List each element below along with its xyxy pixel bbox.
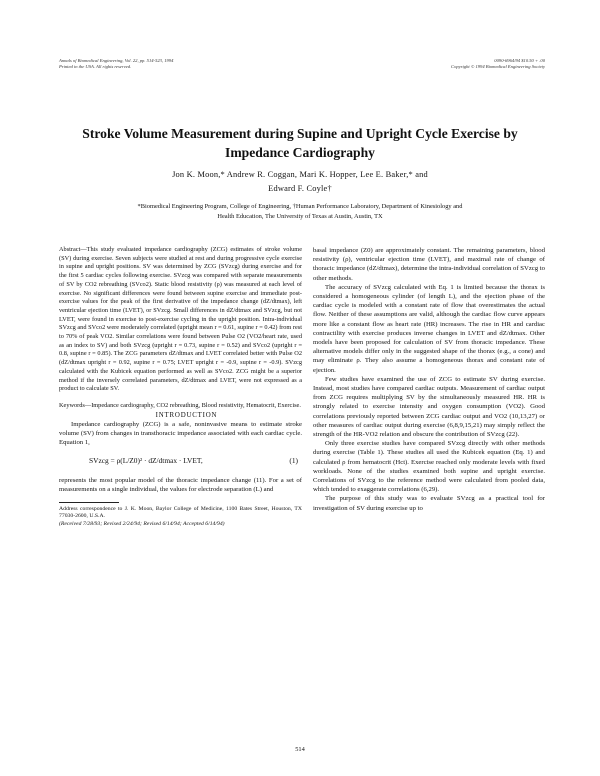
issn-line: 0090-6964/94 $10.50 + .00 xyxy=(494,58,545,63)
copyright-line: Copyright © 1994 Biomedical Engineering Society xyxy=(451,64,545,69)
right-paragraph-3: Few studies have examined the use of ZCG to estimate SV during exercise. Instead, most studies have compared cardiac outputs. Measurement of cardiac output from ZCG requires multiplying SV by the simultaneously measured HR. HR is strongly related to exercise intensity and oxygen consumption (VO2). Good correlations previously reported between ZCG cardiac output and VO2 (10,13,27) or other measures of cardiac output during exercise (6,8,9,15,21) may simply reflect the strength of the HR-VO2 relation and obscure the contribution of SVzcg (22). xyxy=(313,375,545,439)
abstract-text: —This study evaluated impedance cardiography (ZCG) estimates of stroke volume (SV) during exercise. Seven subjects were studied at rest and during progressive cycle exercise in supine and upright positions. SV was determined by ZCG (SVzcg) during exercise and for the first 5 cardiac cycles following exercise. SVzcg was compared with separate measurements of SV by CO2 rebreathing (SVco2). Static blood resistivity (ρ) was measured at each level of exercise. No significant differences were found between supine exercise and immediate post-exercise values for the peak of the first derivative of the impedance change (dZ/dtmax), left ventricular ejection time (LVET), or SVzcg. Small differences in dZ/dtmax and SVzcg, but not LVET, were found in exercise to post-exercise cycling in the upright position. Intra-individual SVzcg and SVco2 were moderately correlated (upright mean r = 0.61, supine r = 0.42) from rest to 70% of peak VO2. Similar correlations were found between Pulse O2 (VO2/heart rate, used as an index to SV) and both SVzcg (upright r = 0.73, supine r = 0.52) and SVco2 (upright r = 0.8, supine r = 0.85). The ZCG parameters dZ/dtmax and LVET correlated better with Pulse O2 (dZ/dtmax upright r = 0.92, supine r = 0.75; LVET upright r = -0.9, supine r = -0.9). SVzcg calculated with the Kubicek equation performed as well as SVco2. ZCG might be a superior method if the inversely correlated parameters, dZ/dtmax and LVET, were not expressed as a product to calculate SV. xyxy=(59,246,302,393)
keywords-text: —Impedance cardiography, CO2 rebreathing, Blood resistivity, Hematocrit, Exercise. xyxy=(84,401,301,409)
introduction-paragraph-1: Impedance cardiography (ZCG) is a safe, noninvasive means to estimate stroke volume (SV) from changes in transthoracic impedance associated with each cardiac cycle. Equation 1, xyxy=(59,420,302,447)
correspondence-footnote: Address correspondence to J. K. Moon, Baylor College of Medicine, 1100 Bates Street, Houston, TX 77030-2600, U.S.A. xyxy=(59,506,302,520)
introduction-paragraph-2: represents the most popular model of the thoracic impedance change (11). For a set of measurements on a single individual, the values for electrode separation (L) and xyxy=(59,476,302,493)
paper-title: Stroke Volume Measurement during Supine and Upright Cycle Exercise by Impedance Cardiography xyxy=(82,126,518,160)
right-paragraph-4: Only three exercise studies have compared SVzcg directly with other methods during exercise (Table 1). These studies all used the Kubicek equation (Eq. 1) and calculated ρ from hematocrit (Hct). Exercise reached only moderate levels with fixed workloads. None of the studies examined both supine and upright exercise. Correlations of SVzcg to the reference method were calculated from pooled data, which tended to exaggerate correlations (6,29). xyxy=(313,440,545,494)
abstract-label: Abstract xyxy=(59,246,81,253)
abstract xyxy=(59,246,302,394)
keywords-label: Keywords xyxy=(59,401,85,409)
left-column xyxy=(59,246,302,528)
right-column xyxy=(313,246,545,513)
equation-number: (1) xyxy=(289,456,298,466)
author-line-1: Jon K. Moon,* Andrew R. Coggan, Mari K. Hopper, Lee E. Baker,* and xyxy=(172,170,428,179)
affiliation-line-1: *Biomedical Engineering Program, College of Engineering, †Human Performance Laboratory, Department of Kinesiology and xyxy=(137,203,463,210)
footnote-divider xyxy=(59,502,119,503)
author-list xyxy=(60,168,540,196)
equation-1 xyxy=(59,456,302,465)
affiliation xyxy=(70,202,530,221)
journal-line-2: Printed in the USA. All rights reserved. xyxy=(59,64,132,69)
keywords xyxy=(59,402,302,411)
right-paragraph-2: The accuracy of SVzcg calculated with Eq. 1 is limited because the thorax is considered a homogeneous cylinder (of length L), and the ejection phase of the cardiac cycle is modeled with a constant rate of flow that overestimates the actual flow. Neither of these assumptions are valid, although the cardiac flow curve appears more like a constant flow as heart rate (HR) increases. The rise in HR and cardiac contractility with exercise produces inverse changes in LVET and dZ/dtmax. Other models have been proposed for calculation of SV from thoracic impedance. These alternative models differ only in the suggested shape of the thorax (e.g., a cone) and may eliminate ρ. They also assume a homogeneous thorax and constant rate of ejection. xyxy=(313,283,545,374)
page-number: 514 xyxy=(295,746,305,753)
received-dates-footnote: (Received 7/28/93; Revised 2/24/94; Revised 6/14/94; Accepted 6/14/94) xyxy=(59,520,225,527)
author-line-2: Edward F. Coyle† xyxy=(268,184,332,193)
right-paragraph-5: The purpose of this study was to evaluate SVzcg as a practical tool for investigation of SV during exercise up to xyxy=(313,495,545,512)
journal-citation xyxy=(59,58,319,70)
equation-body: SVzcg = ρ(L/Z0)² · dZ/dtmax · LVET, xyxy=(89,456,203,466)
introduction-heading: INTRODUCTION xyxy=(155,411,218,419)
affiliation-line-2: Health Education, The University of Texas at Austin, Austin, TX xyxy=(217,212,383,220)
journal-line-1: Annals of Biomedical Engineering, Vol. 22, pp. 514-523, 1994 xyxy=(59,58,174,63)
copyright-block xyxy=(330,58,545,70)
right-paragraph-1: basal impedance (Z0) are approximately constant. The remaining parameters, blood resistivity (ρ), ventricular ejection time (LVET), and maximal rate of change of thoracic impedance (dZ/dtmax), determine the intra-individual correlation of SVzcg to other methods. xyxy=(313,247,545,282)
